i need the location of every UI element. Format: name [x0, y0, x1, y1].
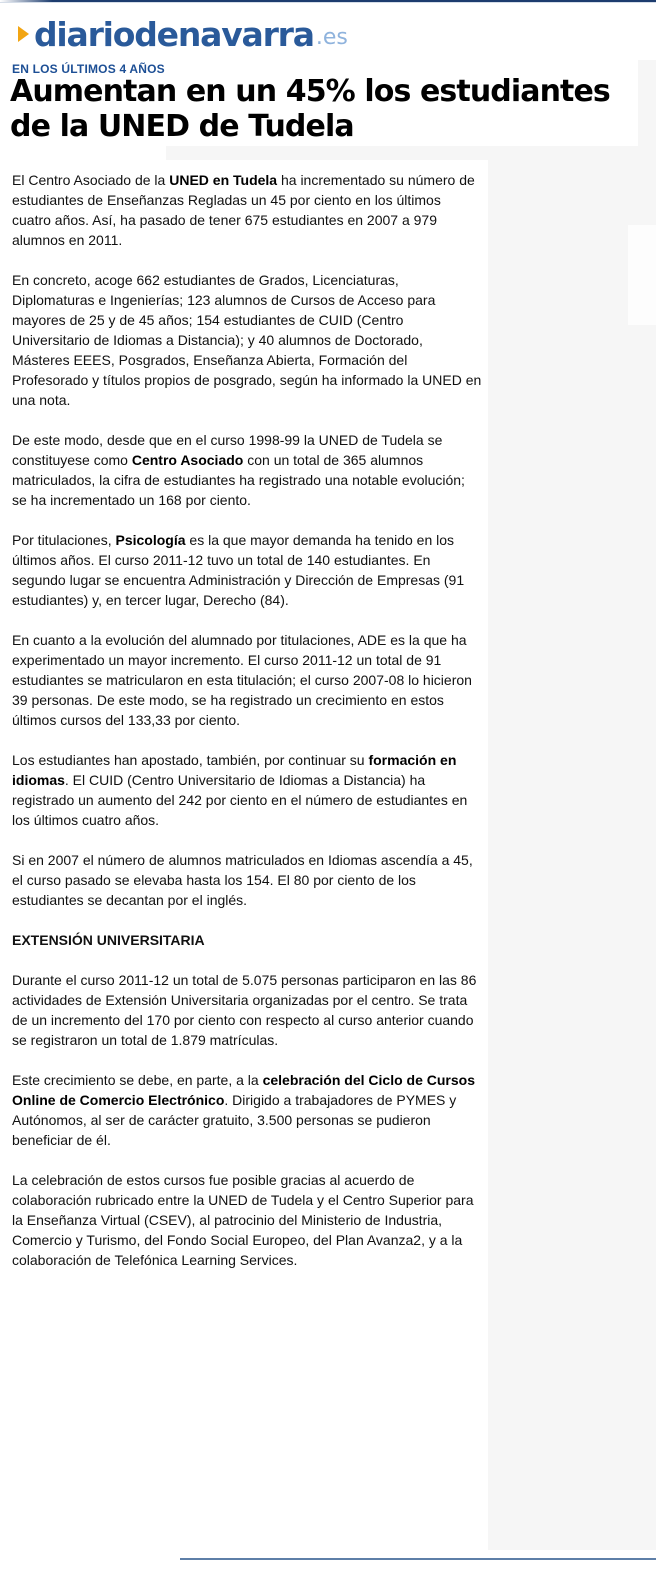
paragraph-9	[12, 1070, 482, 1150]
paragraph-4	[12, 530, 482, 610]
bold-text: Psicología	[115, 532, 186, 548]
bold-text: celebración del Ciclo de Cursos Online de Comercio Electrónico	[12, 1072, 475, 1108]
paragraph-5: En cuanto a la evolución del alumnado por titulaciones, ADE es la que ha experimentado un mayor incremento. El curso 2011-12 un total de 91 estudiantes se matricularon en esta titulación; el curso 2007-08 lo hicieron 39 personas. De este modo, se ha registrado un crecimiento en estos últimos cursos del 133,33 por ciento.	[12, 632, 472, 728]
text: . El CUID (Centro Universitario de Idiomas a Distancia) ha registrado un aumento del 242 por ciento en el número de estudiantes en los últimos cuatro años.	[12, 772, 468, 828]
text: . Dirigido a trabajadores de PYMES y Autónomos, al ser de carácter gratuito, 3.500 personas se pudieron beneficiar de él.	[12, 1092, 457, 1148]
logo-arrow-icon	[18, 26, 29, 42]
text: De este modo, desde que en el curso 1998-99 la UNED de Tudela se constituyese como	[12, 432, 443, 468]
paragraph-3	[12, 430, 482, 510]
text: Este crecimiento se debe, en parte, a la	[12, 1072, 263, 1088]
bold-text: Centro Asociado	[131, 452, 244, 468]
logo-wordmark: diariodenavarra	[34, 14, 314, 54]
text: es la que mayor demanda ha tenido en los últimos años. El curso 2011-12 tuvo un total de 140 estudiantes. En segundo lugar se encuentra Administración y Dirección de Empresas (91 estudiantes) y, en tercer lugar, Derecho (84).	[12, 532, 465, 608]
bold-text: UNED en Tudela	[169, 172, 278, 188]
text: con un total de 365 alumnos matriculados, la cifra de estudiantes ha registrado una notable evolución; se ha incrementado un 168 por ciento.	[12, 452, 465, 508]
article-kicker: EN LOS ÚLTIMOS 4 AÑOS	[12, 62, 165, 76]
text: El Centro Asociado de la	[12, 172, 170, 188]
section-subheading: EXTENSIÓN UNIVERSITARIA	[12, 932, 205, 948]
bold-text: formación en idiomas	[12, 752, 457, 788]
paragraph-1	[12, 170, 482, 250]
article-headline: Aumentan en un 45% los estudiantes de la UNED de Tudela	[10, 74, 610, 144]
article-body	[6, 160, 488, 1572]
text: Por titulaciones,	[12, 532, 116, 548]
paragraph-2: En concreto, acoge 662 estudiantes de Grados, Licenciaturas, Diplomaturas e Ingenierías; 123 alumnos de Cursos de Acceso para mayores de 25 y de 45 años; 154 estudiantes de CUID (Centro Universitario de Idiomas a Distancia); y 40 alumnos de Doctorado, Másteres EEES, Posgrados, Enseñanza Abierta, Formación del Profesorado y títulos propios de posgrado, según ha informado la UNED en una nota.	[12, 272, 482, 408]
logo-domain-suffix: .es	[315, 25, 348, 50]
text: ha incrementado su número de estudiantes de Enseñanzas Regladas un 45 por ciento en los últimos cuatro años. Así, ha pasado de tener 675 estudiantes en 2007 a 979 alumnos en 2011.	[12, 172, 475, 248]
paragraph-8: Durante el curso 2011-12 un total de 5.075 personas participaron en las 86 actividades de Extensión Universitaria organizadas por el centro. Se trata de un incremento del 170 por ciento con respecto al curso anterior cuando se registraron un total de 1.879 matrículas.	[12, 972, 477, 1048]
article-header	[6, 58, 638, 146]
site-logo[interactable]	[12, 13, 348, 55]
paragraph-6	[12, 750, 482, 830]
top-border-shadow	[0, 2, 656, 3]
paragraph-7: Si en 2007 el número de alumnos matriculados en Idiomas ascendía a 45, el curso pasado se elevaba hasta los 154. El 80 por ciento de los estudiantes se decantan por el inglés.	[12, 852, 473, 908]
text: Los estudiantes han apostado, también, por continuar su	[12, 752, 369, 768]
paragraph-10: La celebración de estos cursos fue posible gracias al acuerdo de colaboración rubricado entre la UNED de Tudela y el Centro Superior para la Enseñanza Virtual (CSEV), al patrocinio del Ministerio de Industria, Comercio y Turismo, del Fondo Social Europeo, del Plan Avanza2, y a la colaboración de Telefónica Learning Services.	[12, 1172, 474, 1268]
bottom-border-line	[180, 1558, 656, 1560]
sidebar-strip	[628, 225, 656, 325]
